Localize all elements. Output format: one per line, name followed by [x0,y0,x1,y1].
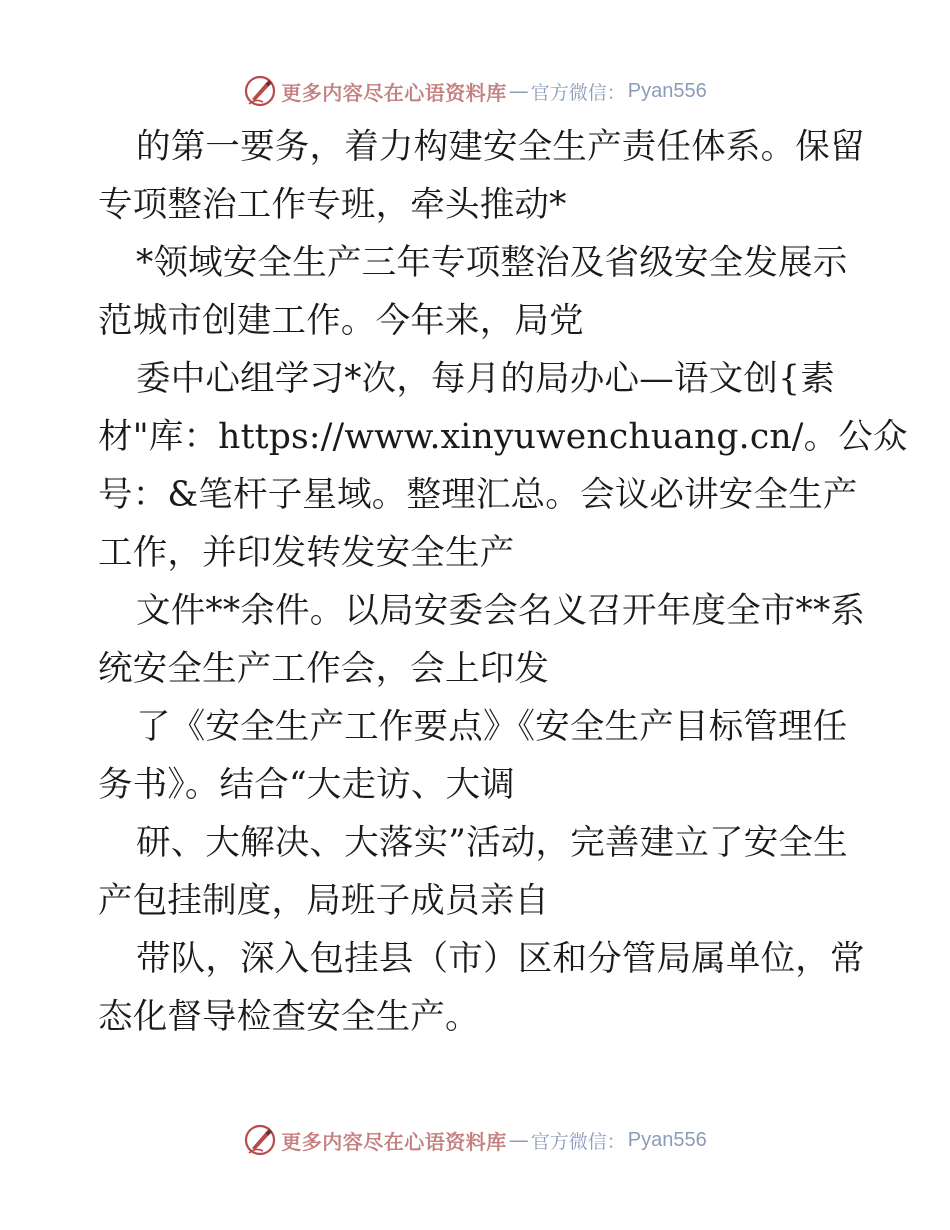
paragraph-line: 务书》。结合“大走访、大调 [98,765,515,805]
paragraph-line: 材"库：https://www.xinyuwenchuang.cn/。公众 [98,417,908,457]
pen-logo-icon [243,1123,277,1157]
document-body [98,118,908,1046]
paragraph-line: 带队，深入包挂县（市）区和分管局属单位，常 [136,939,865,979]
watermark-wechat-id: Pyan556 [627,1128,707,1151]
paragraph-line: *领域安全生产三年专项整治及省级安全发展示 [136,243,848,283]
paragraph-line: 文件**余件。以局安委会名义召开年度全市**系 [136,591,866,631]
paragraph-line: 态化督导检查安全生产。 [98,997,480,1037]
paragraph-line: 产包挂制度，局班子成员亲自 [98,881,550,921]
footer-watermark [0,1120,950,1160]
watermark-dash: — [508,1128,529,1152]
watermark-wechat-id: Pyan556 [627,79,707,102]
watermark-title: 更多内容尽在心语资料库 [281,80,507,105]
paragraph-line: 工作，并印发转发安全生产 [98,533,515,573]
paragraph-line: 范城市创建工作。今年来，局党 [98,301,584,341]
paragraph-line: 的第一要务，着力构建安全生产责任体系。保留 [136,127,865,167]
paragraph-line: 了《安全生产工作要点》《安全生产目标管理任 [136,707,848,747]
watermark-wechat-label: 官方微信： [530,1130,626,1153]
watermark-dash: — [508,79,529,103]
paragraph-line: 统安全生产工作会，会上印发 [98,649,550,689]
paragraph-line: 研、大解决、大落实”活动，完善建立了安全生 [136,823,848,863]
paragraph-line: 专项整治工作专班，牵头推动* [98,185,567,225]
watermark-wechat-label: 官方微信： [530,81,626,104]
pen-logo-icon [243,74,277,108]
paragraph-line: 号：&笔杆子星域。整理汇总。会议必讲安全生产 [98,475,858,515]
header-watermark [0,71,950,111]
watermark-title: 更多内容尽在心语资料库 [281,1129,507,1154]
paragraph-line: 委中心组学习*次，每月的局办心—语文创{素 [136,359,835,399]
